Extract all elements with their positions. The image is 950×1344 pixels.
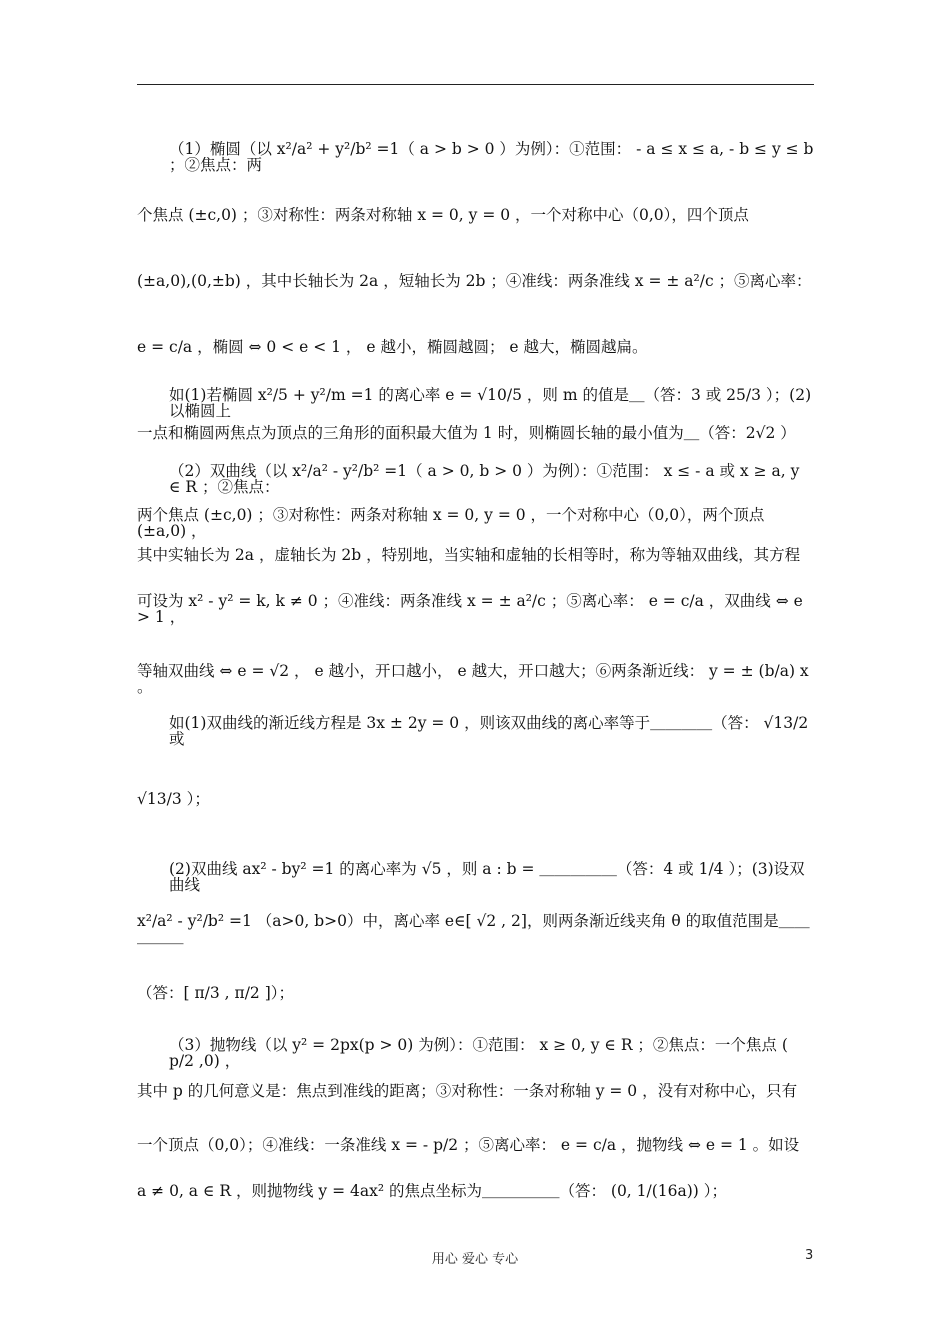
line-ellipse-intro: （1）椭圆（以 x²/a² + y²/b² =1（ a > b > 0 ）为例）：①范围： - a ≤ x ≤ a, - b ≤ y ≤ b ；②焦点：两: [169, 140, 814, 174]
line-hyperbola-example-3: x²/a² - y²/b² =1 （a>0, b>0）中，离心率 e∈[ √2 , 2]，则两条渐近线夹角 θ 的取值范围是＿＿＿＿＿: [137, 912, 810, 946]
line-hyperbola-example-1: 如(1)双曲线的渐近线方程是 3x ± 2y = 0 ，则该双曲线的离心率等于＿＿＿＿（答： √13/2 或: [169, 714, 809, 748]
header-rule: [137, 84, 814, 85]
line-ellipse-example-1: 如(1)若椭圆 x²/5 + y²/m =1 的离心率 e = √10/5 ，则 m 的值是＿（答：3 或 25/3 ）；(2)以椭圆上: [169, 386, 812, 420]
line-ellipse-vertices: (±a,0),(0,±b) ，其中长轴长为 2a ，短轴长为 2b ；④准线：两条准线 x = ± a²/c ；⑤离心率：: [137, 272, 812, 290]
line-hyperbola-foci: 两个焦点 (±c,0) ；③对称性：两条对称轴 x = 0, y = 0 ，一个对称中心（0,0），两个顶点 (±a,0) ，: [137, 506, 765, 540]
footer-motto: 用心 爱心 专心: [431, 1252, 519, 1267]
line-hyperbola-intro: （2）双曲线（以 x²/a² - y²/b² =1（ a > 0, b > 0 ）为例）：①范围： x ≤ - a 或 x ≥ a, y ∈ R ；②焦点：: [169, 462, 800, 496]
line-hyperbola-axes: 其中实轴长为 2a ，虚轴长为 2b ，特别地，当实轴和虚轴的长相等时，称为等轴双曲线，其方程: [137, 546, 801, 564]
line-parabola-directrix: 一个顶点（0,0）；④准线：一条准线 x = - p/2 ；⑤离心率： e = c/a ，抛物线 ⇔ e = 1 。如设: [137, 1136, 800, 1154]
line-parabola-meaning: 其中 p 的几何意义是：焦点到准线的距离；③对称性：一条对称轴 y = 0 ，没有对称中心，只有: [137, 1082, 798, 1100]
line-hyperbola-example-3-answer: （答：[ π/3 , π/2 ]）；: [137, 984, 295, 1002]
line-hyperbola-asymptotes: 等轴双曲线 ⇔ e = √2 ， e 越小，开口越小， e 越大，开口越大；⑥两条渐近线： y = ± (b/a) x 。: [137, 662, 809, 696]
line-hyperbola-directrix: 可设为 x² - y² = k, k ≠ 0 ；④准线：两条准线 x = ± a²/c ；⑤离心率： e = c/a ，双曲线 ⇔ e > 1 ，: [137, 592, 803, 626]
line-parabola-intro: （3）抛物线（以 y² = 2px(p > 0) 为例）：①范围： x ≥ 0, y ∈ R ；②焦点：一个焦点 ( p/2 ,0) ，: [169, 1036, 788, 1070]
line-parabola-example: a ≠ 0, a ∈ R ，则抛物线 y = 4ax² 的焦点坐标为＿＿＿＿＿（答： (0, 1/(16a)) ）；: [137, 1182, 728, 1200]
page-number: 3: [805, 1248, 814, 1263]
line-ellipse-example-2: 一点和椭圆两焦点为顶点的三角形的面积最大值为 1 时，则椭圆长轴的最小值为＿（答：2√2 ）: [137, 424, 796, 442]
line-hyperbola-example-2: (2)双曲线 ax² - by² =1 的离心率为 √5 ，则 a : b = ＿＿＿＿＿（答：4 或 1/4 ）；(3)设双曲线: [169, 860, 805, 894]
line-hyperbola-example-1-cont: √13/3 ）；: [137, 790, 210, 808]
line-ellipse-foci: 个焦点 (±c,0) ；③对称性：两条对称轴 x = 0, y = 0 ，一个对称中心（0,0），四个顶点: [137, 206, 749, 224]
line-ellipse-eccentricity: e = c/a ，椭圆 ⇔ 0 < e < 1 ， e 越小，椭圆越圆； e 越大，椭圆越扁。: [137, 338, 648, 356]
